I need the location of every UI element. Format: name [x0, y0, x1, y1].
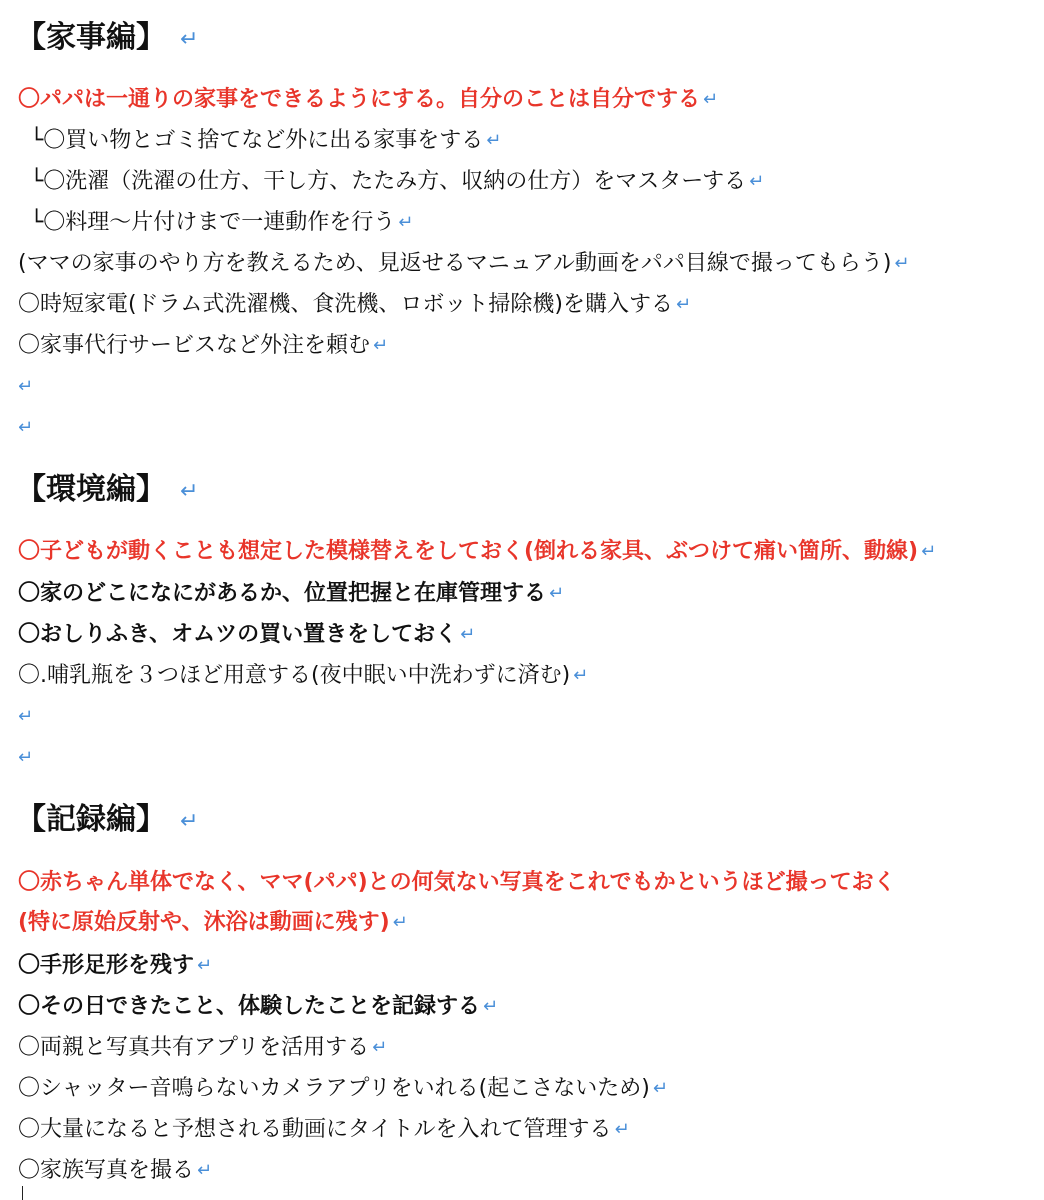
environment-line-2: 〇家のどこになにがあるか、位置把握と在庫管理する ↵	[18, 581, 565, 606]
housework-line-4: └〇料理〜片付けまで一連動作を行う ↵	[30, 210, 414, 235]
paragraph-return-icon: ↵	[18, 706, 34, 727]
records-line-3: 〇その日できたこと、体験したことを記録する ↵	[18, 994, 499, 1019]
paragraph-return-icon: ↵	[894, 253, 910, 274]
section-heading-housework: 【家事編】 ↵	[16, 20, 199, 55]
housework-line-2: └〇買い物とゴミ捨てなど外に出る家事をする ↵	[30, 128, 502, 153]
paragraph-return-icon: ↵	[749, 171, 765, 192]
paragraph-return-icon: ↵	[392, 912, 408, 933]
text-cursor	[22, 1186, 23, 1200]
paragraph-return-icon: ↵	[483, 996, 499, 1017]
environment-line-4: 〇.哺乳瓶を３つほど用意する(夜中眠い中洗わずに済む) ↵	[18, 663, 589, 688]
environment-line-1: 〇子どもが動くことも想定した模様替えをしておく(倒れる家具、ぶつけて痛い箇所、動線) ↵	[18, 539, 937, 564]
empty-paragraph	[18, 703, 1034, 733]
records-line-2: 〇手形足形を残す ↵	[18, 953, 213, 978]
empty-paragraph	[18, 744, 1034, 774]
records-line-7: 〇家族写真を撮る ↵	[18, 1158, 213, 1183]
records-line-4: 〇両親と写真共有アプリを活用する ↵	[18, 1035, 388, 1060]
housework-line-3: └〇洗濯（洗濯の仕方、干し方、たたみ方、収納の仕方）をマスターする ↵	[30, 169, 765, 194]
paragraph-return-icon: ↵	[18, 417, 34, 438]
paragraph-return-icon: ↵	[614, 1119, 630, 1140]
paragraph-return-icon: ↵	[460, 624, 476, 645]
empty-paragraph	[18, 414, 1034, 444]
paragraph-return-icon: ↵	[486, 130, 502, 151]
paragraph-return-icon: ↵	[180, 479, 199, 504]
paragraph-return-icon: ↵	[180, 809, 199, 834]
housework-line-1: 〇パパは一通りの家事をできるようにする。自分のことは自分でする ↵	[18, 87, 719, 112]
housework-line-5: (ママの家事のやり方を教えるため、見返せるマニュアル動画をパパ目線で撮ってもらう) ↵	[18, 251, 910, 276]
paragraph-return-icon: ↵	[398, 212, 414, 233]
paragraph-return-icon: ↵	[652, 1078, 668, 1099]
empty-paragraph	[18, 373, 1034, 403]
paragraph-return-icon: ↵	[703, 89, 719, 110]
paragraph-return-icon: ↵	[18, 747, 34, 768]
paragraph-return-icon: ↵	[180, 27, 199, 52]
paragraph-return-icon: ↵	[549, 583, 565, 604]
records-line-6: 〇大量になると予想される動画にタイトルを入れて管理する ↵	[18, 1117, 630, 1142]
environment-line-3: 〇おしりふき、オムツの買い置きをしておく ↵	[18, 622, 476, 647]
housework-line-6: 〇時短家電(ドラム式洗濯機、食洗機、ロボット掃除機)を購入する ↵	[18, 292, 692, 317]
paragraph-return-icon: ↵	[675, 294, 692, 315]
records-line-5: 〇シャッター音鳴らないカメラアプリをいれる(起こさないため) ↵	[18, 1076, 668, 1101]
records-line-1-continued: (特に原始反射や、沐浴は動画に残す) ↵	[18, 910, 408, 935]
housework-line-7: 〇家事代行サービスなど外注を頼む ↵	[18, 333, 389, 358]
paragraph-return-icon: ↵	[197, 955, 213, 976]
paragraph-return-icon: ↵	[197, 1160, 213, 1181]
section-heading-records: 【記録編】 ↵	[16, 802, 199, 837]
paragraph-return-icon: ↵	[373, 335, 389, 356]
section-heading-environment: 【環境編】 ↵	[16, 472, 199, 507]
paragraph-return-icon: ↵	[18, 376, 34, 397]
records-line-1: 〇赤ちゃん単体でなく、ママ(パパ)との何気ない写真をこれでもかというほど撮っておく	[18, 870, 896, 895]
paragraph-return-icon: ↵	[921, 541, 937, 562]
paragraph-return-icon: ↵	[573, 665, 589, 686]
paragraph-return-icon: ↵	[372, 1037, 388, 1058]
